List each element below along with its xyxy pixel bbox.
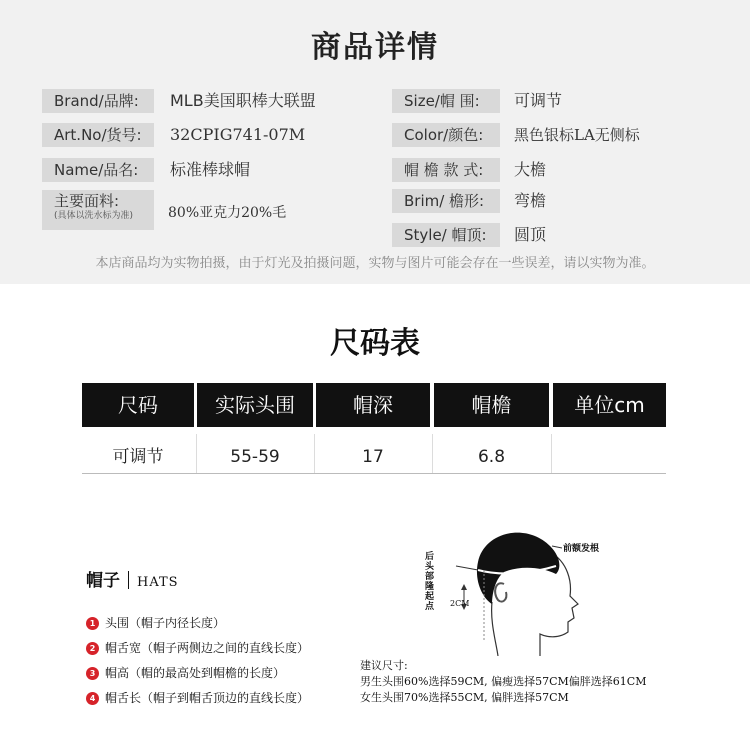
spec-value: 圆顶 (514, 225, 547, 244)
spec-label: Style/ 帽顶: (392, 223, 500, 247)
size-header-cell: 帽檐 (434, 383, 549, 427)
spec-value: 32CPIG741-07M (170, 125, 306, 144)
legend-item (86, 612, 225, 630)
hats-title-cn: 帽子 (86, 571, 120, 591)
spec-label-main: 主要面料: (54, 192, 120, 210)
legend-text: 帽舌长（帽子到帽舌顶边的直线长度） (105, 691, 310, 705)
advice-line: 男生头围60%选择59CM, 偏瘦选择57CM偏胖选择61CM (360, 675, 647, 688)
spec-value: 80%亚克力20%毛 (168, 205, 287, 221)
legend-number-badge: 2 (86, 642, 99, 655)
spec-value: 弯檐 (514, 191, 547, 210)
disclaimer-note: 本店商品均为实物拍摄，由于灯光及拍摄问题，实物与图片可能会存在一些误差，请以实物为准。 (95, 256, 655, 271)
measure-arrow-head (461, 584, 467, 590)
advice-title: 建议尺寸: (360, 659, 408, 672)
spec-value: 黑色银标LA无侧标 (514, 126, 640, 144)
size-column-divider (314, 434, 315, 474)
hats-title-en: HATS (137, 575, 179, 590)
size-column-divider (551, 434, 552, 474)
legend-text: 帽高（帽的最高处到帽檐的长度） (105, 666, 286, 680)
advice-line: 女生头围70%选择55CM, 偏胖选择57CM (360, 691, 569, 704)
legend-number-badge: 4 (86, 692, 99, 705)
spec-label: Art.No/货号: (42, 123, 154, 147)
spec-label (42, 190, 154, 230)
size-header-cell: 帽深 (316, 383, 430, 427)
size-header-cell: 单位cm (553, 383, 666, 427)
spec-label: Color/颜色: (392, 123, 500, 147)
spec-value: 大檐 (514, 160, 547, 179)
size-cell: 6.8 (477, 447, 506, 467)
size-cell (553, 442, 666, 472)
neck-back-outline (492, 602, 498, 656)
hats-heading (86, 566, 179, 592)
front-hairline-label: 前额发根 (563, 544, 600, 554)
hats-title-divider (128, 571, 129, 589)
detail-title: 商品详情 (311, 30, 439, 65)
spec-value: 标准棒球帽 (170, 160, 251, 179)
spec-label: Brand/品牌: (42, 89, 154, 113)
spec-value: MLB美国职棒大联盟 (170, 91, 316, 110)
spec-label: Name/品名: (42, 158, 154, 182)
size-cell: 17 (362, 447, 384, 467)
size-header-cell: 尺码 (82, 383, 194, 427)
legend-text: 帽舌宽（帽子两侧边之间的直线长度） (105, 641, 310, 655)
legend-text: 头围（帽子内径长度） (105, 616, 226, 630)
size-cell: 55-59 (230, 447, 280, 467)
legend-item (86, 687, 309, 705)
size-header-cell: 实际头围 (197, 383, 313, 427)
legend-item (86, 662, 285, 680)
product-detail-panel (0, 0, 750, 284)
size-row-underline (82, 473, 666, 474)
spec-label: 帽 檐 款 式: (392, 158, 500, 182)
measure-2cm-label: 2CM (450, 599, 470, 608)
spec-label: Brim/ 檐形: (392, 189, 500, 213)
spec-label-sub: (具体以洗水标为准) (54, 211, 134, 221)
size-column-divider (432, 434, 433, 474)
back-head-label: 后头部隆起点 (425, 552, 435, 612)
front-pointer-line (552, 546, 562, 548)
legend-number-badge: 1 (86, 617, 99, 630)
ear-shape (495, 583, 506, 601)
legend-number-badge: 3 (86, 667, 99, 680)
spec-label: Size/帽 围: (392, 89, 500, 113)
spec-value: 可调节 (514, 91, 563, 110)
size-cell: 可调节 (112, 447, 164, 467)
size-chart-title: 尺码表 (330, 326, 420, 361)
legend-item (86, 637, 309, 655)
tape-end-line (456, 566, 478, 570)
